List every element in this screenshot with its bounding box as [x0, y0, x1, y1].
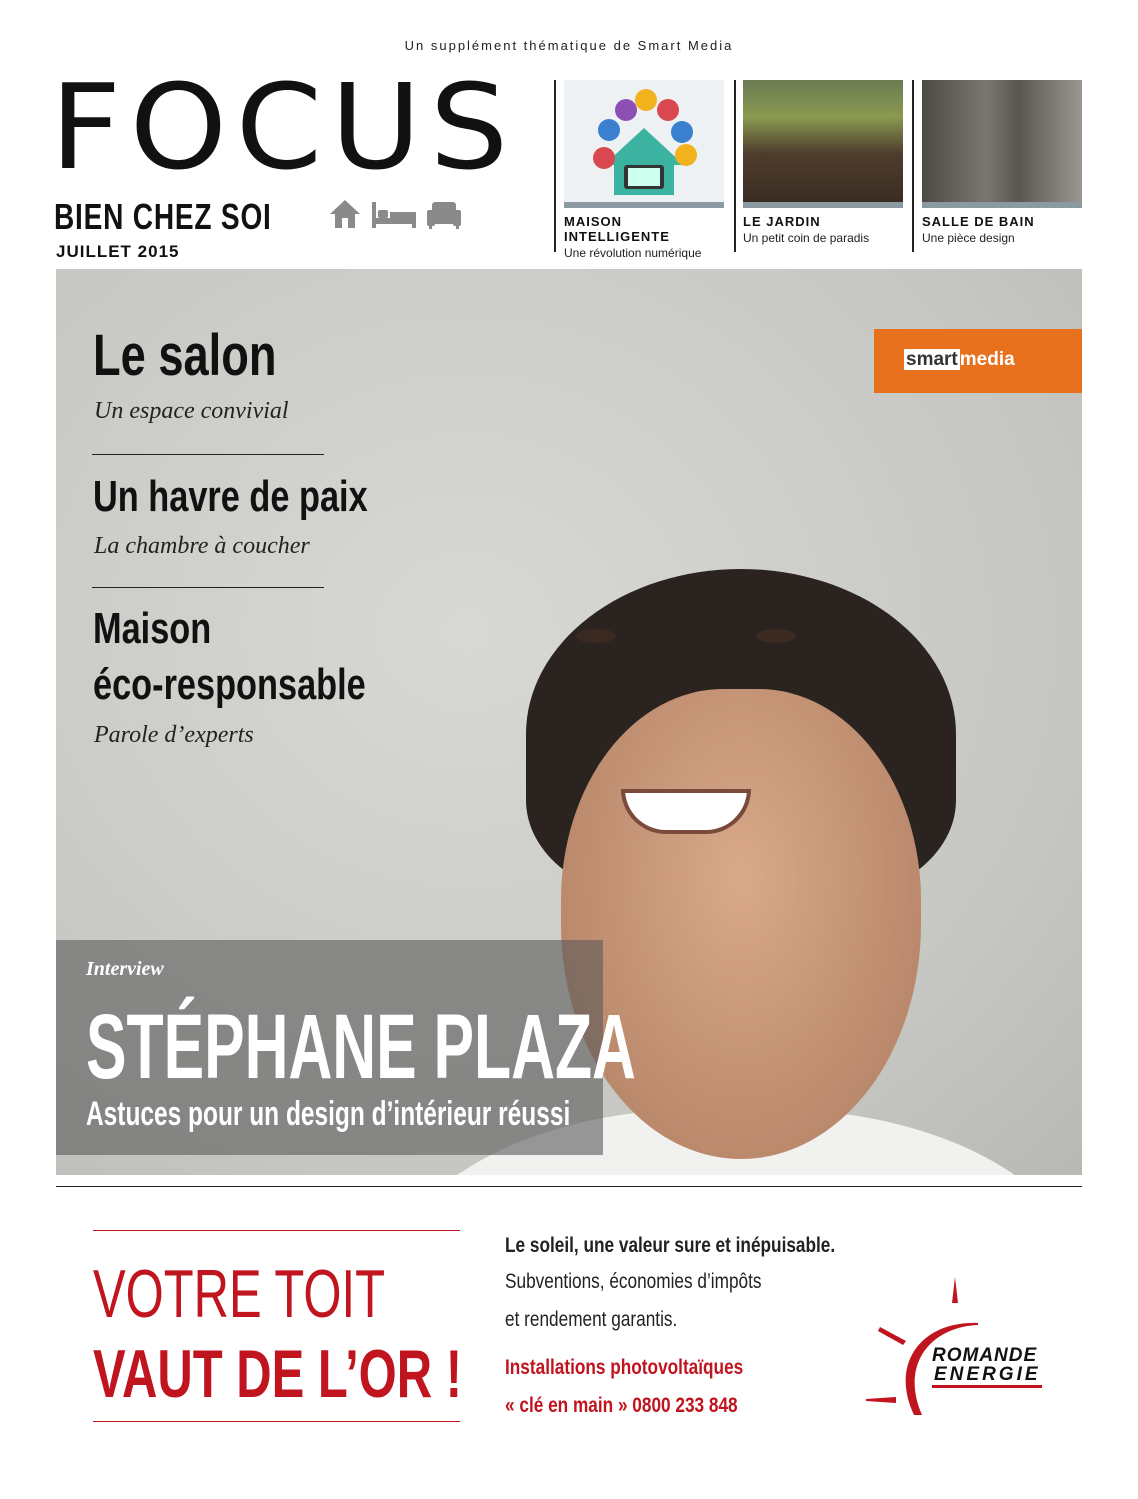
issue-date: JUILLET 2015 [56, 242, 180, 261]
eye [756, 629, 796, 643]
headline-havre-de-paix[interactable]: Un havre de paix [93, 472, 368, 521]
bathroom-photo [922, 80, 1082, 208]
smart-home-illustration [564, 80, 724, 208]
teaser-title: SALLE DE BAIN [922, 214, 1035, 229]
masthead-title [50, 58, 517, 196]
ad-body: Subventions, économies d’impôts [505, 1270, 762, 1293]
interview-label: Interview [86, 958, 164, 980]
teaser-le-jardin[interactable] [743, 80, 903, 245]
garden-photo [743, 80, 903, 208]
masthead-icons [328, 198, 462, 230]
bed-icon [370, 198, 418, 230]
ad-body: et rendement garantis. [505, 1308, 678, 1331]
headline-maison-eco[interactable]: Maison [93, 604, 212, 653]
divider [554, 80, 556, 252]
headline-subtitle: Un espace convivial [94, 398, 289, 424]
masthead-title-text: FOCUS [50, 58, 517, 196]
teaser-title: MAISON INTELLIGENTE [564, 214, 670, 244]
armchair-icon [426, 198, 462, 230]
house-icon [328, 198, 362, 230]
divider [734, 80, 736, 252]
teaser-title: LE JARDIN [743, 214, 821, 229]
eye [576, 629, 616, 643]
teaser-subtitle: Une révolution numérique [564, 246, 702, 260]
romande-energie-logo [860, 1275, 1060, 1415]
logo-text: ROMANDE [932, 1345, 1038, 1366]
divider [92, 454, 324, 455]
interview-subtitle: Astuces pour un design d’intérieur réussi [86, 1095, 571, 1133]
tagline: Un supplément thématique de Smart Media [404, 38, 734, 53]
ad-lead: Le soleil, une valeur sure et inépuisable. [505, 1234, 836, 1257]
divider [912, 80, 914, 252]
ad-cta[interactable]: Installations photovoltaïques [505, 1356, 744, 1379]
interview-name[interactable]: STÉPHANE PLAZA [86, 996, 636, 1098]
headline-maison-eco-line2: éco-responsable [93, 660, 366, 709]
headline-subtitle: Parole d’experts [94, 722, 254, 748]
teaser-subtitle: Un petit coin de paradis [743, 231, 870, 245]
logo-text: ENERGIE [934, 1364, 1041, 1385]
masthead-subtitle: BIEN CHEZ SOI [54, 196, 272, 237]
divider [92, 587, 324, 588]
divider [93, 1230, 460, 1231]
teaser-subtitle: Une pièce design [922, 231, 1015, 245]
ad-headline-line2: VAUT DE L’OR ! [93, 1336, 463, 1412]
divider [56, 1186, 1082, 1187]
divider [93, 1421, 460, 1422]
ad-headline-line1: VOTRE TOIT [93, 1256, 385, 1332]
teaser-salle-de-bain[interactable] [922, 80, 1082, 245]
smartmedia-logo: smart media [874, 329, 1082, 393]
headline-salon[interactable]: Le salon [93, 323, 277, 388]
teaser-maison-intelligente[interactable] [564, 80, 724, 260]
headline-subtitle: La chambre à coucher [94, 533, 310, 559]
ad-phone[interactable]: « clé en main » 0800 233 848 [505, 1394, 738, 1417]
